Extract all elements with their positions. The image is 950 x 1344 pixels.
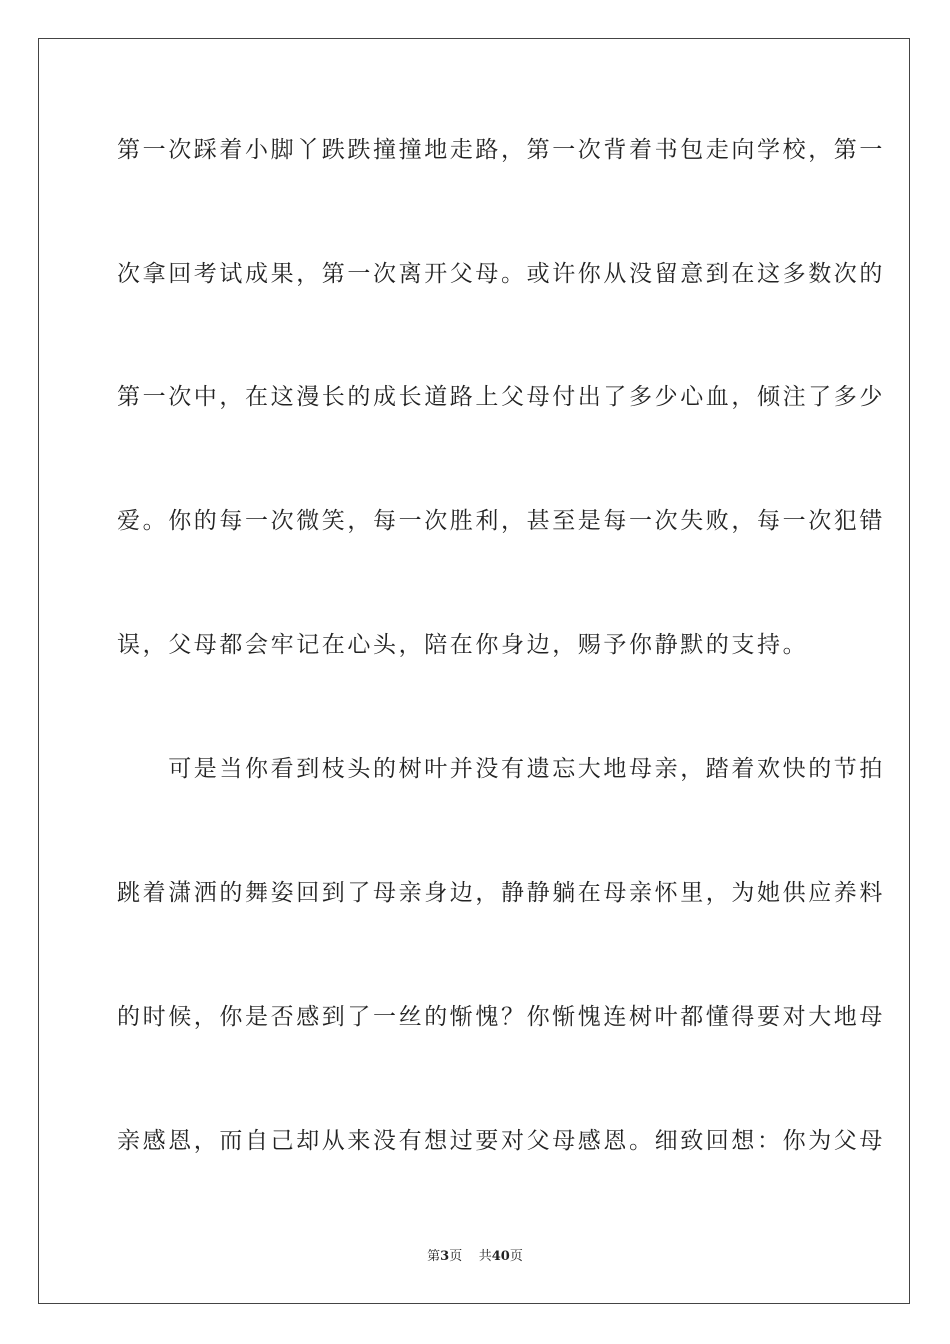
page-footer [0, 1248, 950, 1266]
body-line-3: 第一次中，在这漫长的成长道路上父母付出了多少心血，倾注了多少 [117, 384, 885, 410]
footer-total-prefix: 共 [478, 1249, 492, 1264]
body-line-6: 可是当你看到枝头的树叶并没有遗忘大地母亲，踏着欢快的节拍 [117, 756, 885, 782]
footer-total-pages: 40 [491, 1249, 510, 1264]
body-line-1: 第一次踩着小脚丫跌跌撞撞地走路，第一次背着书包走向学校，第一 [117, 137, 885, 163]
footer-prefix: 第 [427, 1249, 441, 1264]
body-line-2: 次拿回考试成果，第一次离开父母。或许你从没留意到在这多数次的 [117, 261, 885, 287]
page-border [38, 38, 910, 1304]
body-line-4: 爱。你的每一次微笑，每一次胜利，甚至是每一次失败，每一次犯错 [117, 508, 885, 534]
body-line-5: 误，父母都会牢记在心头，陪在你身边，赐予你静默的支持。 [117, 632, 809, 658]
body-line-8: 的时候，你是否感到了一丝的惭愧？你惭愧连树叶都懂得要对大地母 [117, 1004, 885, 1030]
footer-current-page: 3 [440, 1249, 450, 1264]
footer-page-suffix: 页 [449, 1249, 463, 1264]
body-line-9: 亲感恩，而自己却从来没有想过要对父母感恩。细致回想：你为父母 [117, 1128, 885, 1154]
body-line-7: 跳着潇洒的舞姿回到了母亲身边，静静躺在母亲怀里，为她供应养料 [117, 880, 885, 906]
footer-total-suffix: 页 [509, 1249, 523, 1264]
